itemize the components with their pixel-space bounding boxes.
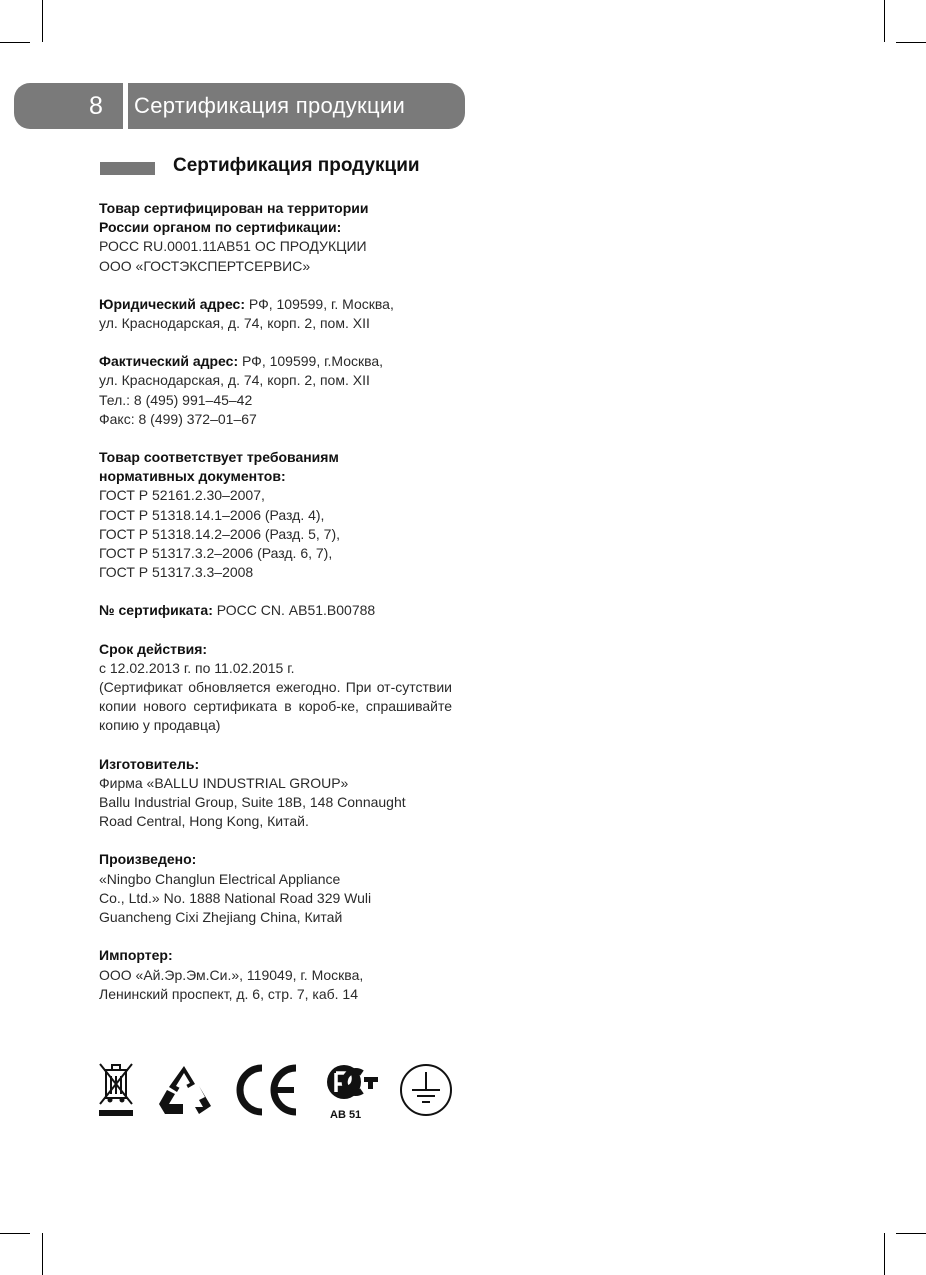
standard-item: ГОСТ Р 51317.3.3–2008 (99, 564, 254, 581)
certificate-number-label: № сертификата: (99, 602, 213, 619)
actual-address-label: Фактический адрес: (99, 353, 239, 370)
certificate-number-block (99, 601, 452, 620)
actual-address-line: ул. Краснодарская, д. 74, корп. 2, пом. XII (99, 372, 370, 389)
cert-intro-block (99, 199, 452, 276)
header-divider (123, 83, 128, 129)
legal-address-line: ул. Краснодарская, д. 74, корп. 2, пом. XII (99, 315, 370, 332)
crop-mark (884, 0, 885, 42)
legal-address-value: РФ, 109599, г. Москва, (245, 295, 394, 312)
recycling-icon (155, 1064, 213, 1116)
produced-block (99, 850, 452, 927)
manufacturer-block (99, 755, 452, 832)
page-header-tab (14, 83, 465, 129)
produced-line: Guancheng Cixi Zhejiang China, Китай (99, 909, 343, 926)
weee-crossed-bin-icon (98, 1062, 134, 1118)
manufacturer-heading: Изготовитель: (99, 755, 200, 772)
cert-body-code: РОСС RU.0001.11АВ51 ОС ПРОДУКЦИИ (99, 238, 367, 255)
certification-marks (98, 1058, 458, 1128)
importer-block (99, 946, 452, 1004)
standard-item: ГОСТ Р 51317.3.2–2006 (Разд. 6, 7), (99, 545, 333, 562)
importer-line: Ленинский проспект, д. 6, стр. 7, каб. 14 (99, 985, 358, 1002)
rst-gost-mark-icon (324, 1062, 380, 1122)
legal-address-block (99, 295, 452, 333)
produced-line: Co., Ltd.» No. 1888 National Road 329 Wuli (99, 889, 372, 906)
cert-intro-line: России органом по сертификации: (99, 219, 342, 236)
section-title: Сертификация продукции (173, 155, 420, 176)
ce-mark-icon (232, 1064, 304, 1116)
crop-mark (42, 0, 43, 42)
importer-line: ООО «Ай.Эр.Эм.Си.», 119049, г. Москва, (99, 966, 364, 983)
crop-mark (884, 1233, 885, 1275)
standard-item: ГОСТ Р 52161.2.30–2007, (99, 487, 265, 504)
crop-mark (896, 42, 926, 43)
crop-mark (42, 1233, 43, 1275)
cert-body-name: ООО «ГОСТЭКСПЕРТСЕРВИС» (99, 257, 311, 274)
standards-heading: Товар соответствует требованиям (99, 449, 339, 466)
validity-heading: Срок действия: (99, 640, 208, 657)
certification-content (99, 199, 452, 1023)
produced-line: «Ningbo Changlun Electrical Appliance (99, 870, 341, 887)
gost-mark-code: АВ 51 (330, 1109, 362, 1121)
manufacturer-line: Фирма «BALLU INDUSTRIAL GROUP» (99, 774, 349, 791)
legal-address-label: Юридический адрес: (99, 295, 245, 312)
manufacturer-line: Road Central, Hong Kong, Китай. (99, 813, 309, 830)
actual-address-value: РФ, 109599, г.Москва, (238, 353, 384, 370)
fax-number: Факс: 8 (499) 372–01–67 (99, 410, 257, 427)
manufacturer-line: Ballu Industrial Group, Suite 18B, 148 Connaught (99, 794, 406, 811)
page-number: 8 (89, 92, 103, 120)
certificate-number-value: РОСС CN. АВ51.В00788 (212, 602, 376, 619)
standard-item: ГОСТ Р 51318.14.2–2006 (Разд. 5, 7), (99, 525, 341, 542)
actual-address-block (99, 352, 452, 429)
section-marker-bar (100, 162, 155, 175)
crop-mark (0, 42, 30, 43)
phone-number: Тел.: 8 (495) 991–45–42 (99, 391, 253, 408)
page-header-title: Сертификация продукции (134, 93, 406, 118)
protective-earth-icon (398, 1062, 454, 1118)
standards-block (99, 448, 452, 582)
standards-heading: нормативных документов: (99, 468, 286, 485)
cert-intro-line: Товар сертифицирован на территории (99, 200, 369, 216)
importer-heading: Импортер: (99, 947, 173, 964)
standard-item: ГОСТ Р 51318.14.1–2006 (Разд. 4), (99, 506, 325, 523)
produced-heading: Произведено: (99, 851, 197, 868)
validity-note: (Сертификат обновляется ежегодно. При от-сутствии копии нового сертификата в короб-ке, спрашивайте копию у продавца) (99, 679, 452, 734)
validity-block (99, 640, 452, 736)
crop-mark (0, 1233, 30, 1234)
validity-dates: с 12.02.2013 г. по 11.02.2015 г. (99, 659, 295, 676)
crop-mark (896, 1233, 926, 1234)
